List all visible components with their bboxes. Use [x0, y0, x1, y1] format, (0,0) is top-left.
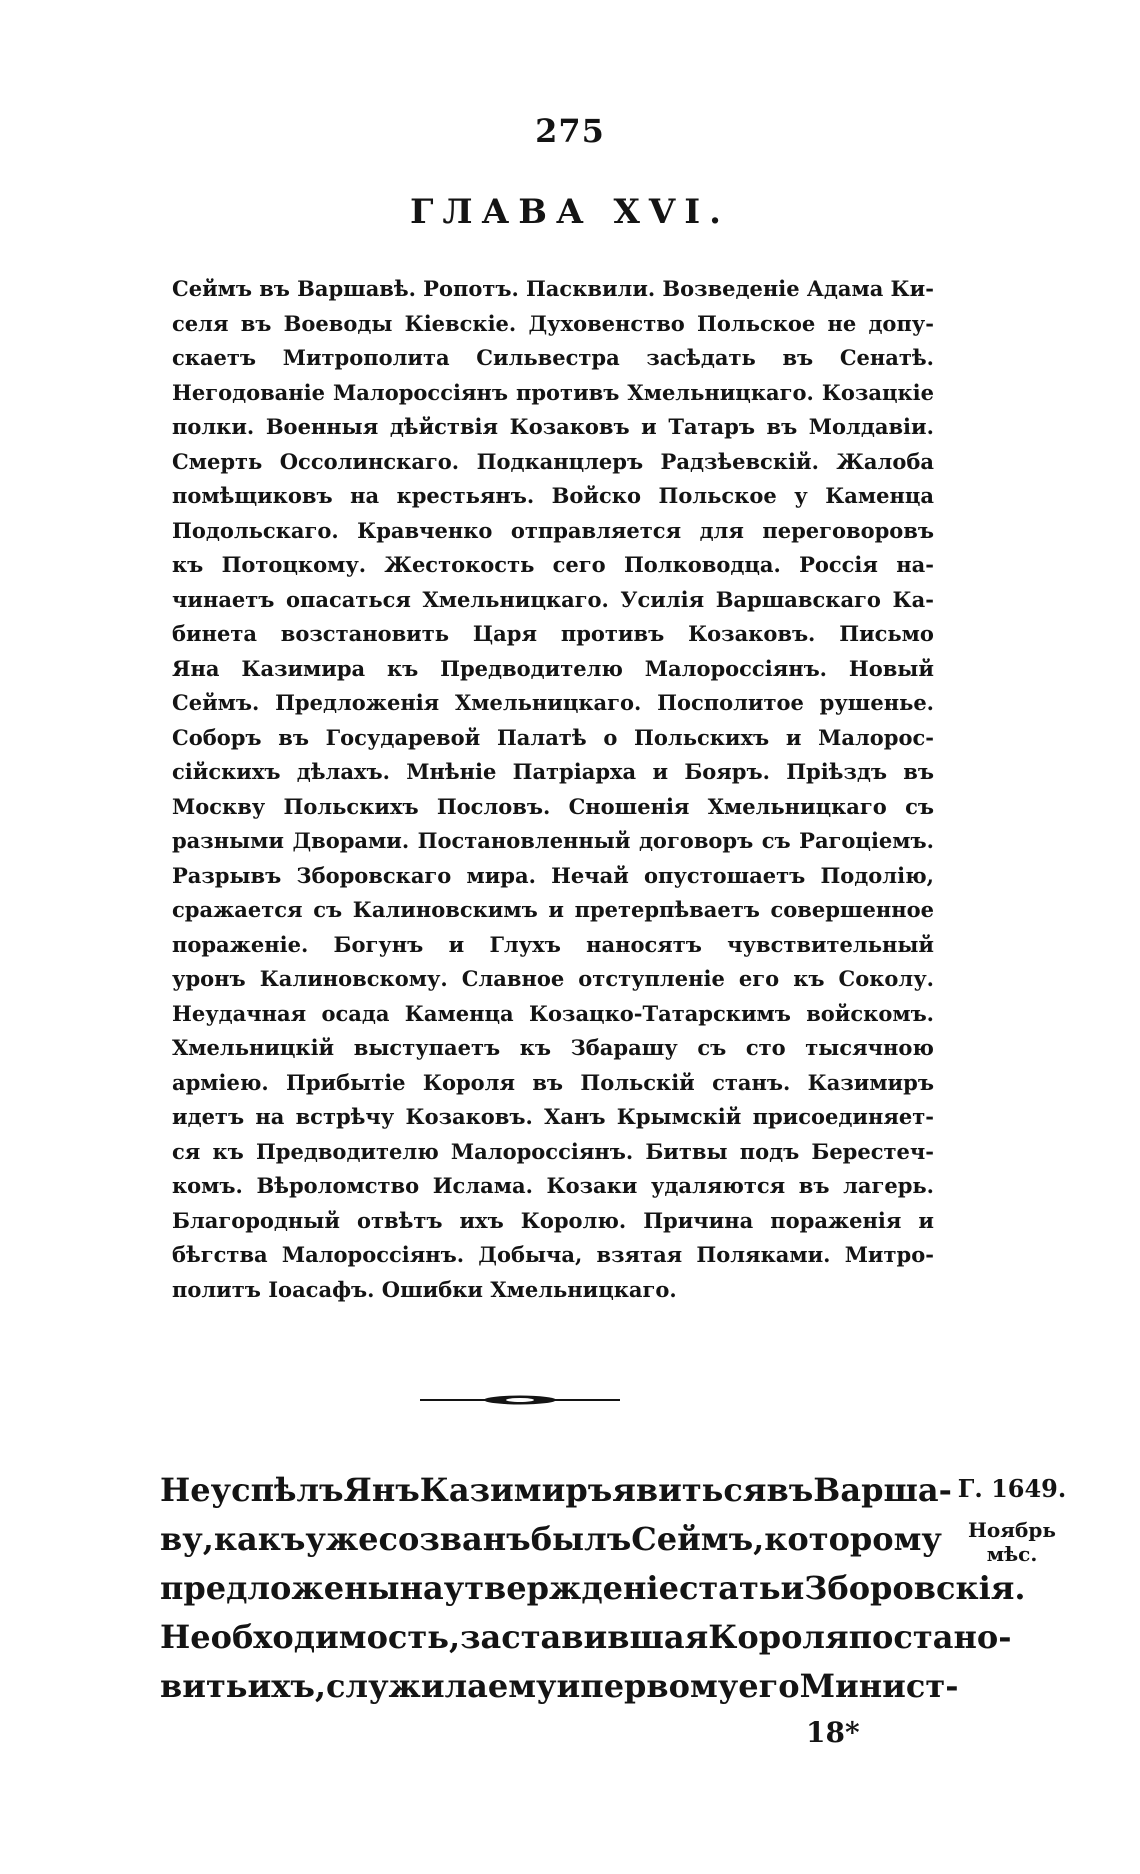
summary-line: сійскихъ дѣлахъ. Мнѣніе Патріарха и Бояръ. Пріѣздъ въ: [172, 759, 934, 784]
summary-line: идетъ на встрѣчу Козаковъ. Ханъ Крымскій присоединяет-: [172, 1104, 934, 1129]
chapter-summary: [172, 272, 934, 1307]
body-line: ву, какъ уже созванъ былъ Сеймъ, которому: [160, 1520, 942, 1558]
summary-line: бѣгства Малороссіянъ. Добыча, взятая Поляками. Митро-: [172, 1242, 934, 1267]
body-line: Не успѣлъ Янъ Казимиръ явиться въ Варша-: [160, 1471, 952, 1509]
summary-line: бинета возстановить Царя противъ Козаковъ. Письмо: [172, 621, 934, 646]
summary-line: разными Дворами. Постановленный договоръ съ Рагоціемъ.: [172, 828, 934, 853]
summary-line: Сеймъ въ Варшавѣ. Ропотъ. Пасквили. Возведеніе Адама Ки-: [172, 276, 934, 301]
summary-line: Подольскаго. Кравченко отправляется для переговоровъ: [172, 517, 934, 543]
body-line: Необходимость, заставившая Короля постано-: [160, 1618, 1012, 1656]
summary-line: политъ Іоасафъ. Ошибки Хмельницкаго.: [172, 1276, 677, 1302]
summary-line: къ Потоцкому. Жестокость сего Полководца. Россія на-: [172, 552, 934, 577]
summary-line: Москву Польскихъ Пословъ. Сношенія Хмельницкаго съ: [172, 793, 934, 819]
summary-line: Яна Казимира къ Предводителю Малороссіянъ. Новый: [172, 655, 934, 681]
body-line: вить ихъ, служила ему и первому его Минист-: [160, 1667, 959, 1705]
signature-mark: 18*: [806, 1716, 860, 1749]
summary-line: Неудачная осада Каменца Козацко-Татарскимъ войскомъ.: [172, 1000, 934, 1026]
summary-line: помѣщиковъ на крестьянъ. Войско Польское у Каменца: [172, 483, 934, 508]
summary-line: пораженіе. Богунъ и Глухъ наносятъ чувствительный: [172, 931, 934, 957]
page-number: 275: [535, 112, 605, 150]
marginal-year: Г. 1649.: [957, 1474, 1067, 1503]
marginal-note: [956, 1474, 1068, 1566]
summary-line: уронъ Калиновскому. Славное отступленіе его къ Соколу.: [172, 966, 934, 991]
summary-line: Сеймъ. Предложенія Хмельницкаго. Посполитое рушенье.: [172, 690, 934, 715]
chapter-title: ГЛАВА XVI.: [410, 192, 730, 232]
body-line: предложены на утвержденіе статьи Зборовскія.: [160, 1569, 1026, 1607]
summary-line: Негодованіе Малороссіянъ противъ Хмельницкаго. Козацкіе: [172, 379, 934, 405]
summary-line: полки. Военныя дѣйствія Козаковъ и Татаръ въ Молдавіи.: [172, 414, 934, 439]
summary-line: Смерть Оссолинскаго. Подканцлеръ Радзѣевскій. Жалоба: [172, 448, 934, 474]
summary-line: Благородный отвѣтъ ихъ Королю. Причина пораженія и: [172, 1207, 934, 1233]
marginal-month: Ноябрь мѣс.: [968, 1518, 1056, 1566]
summary-line: Хмельницкій выступаетъ къ Збарашу съ сто тысячною: [172, 1035, 934, 1060]
summary-line: скаетъ Митрополита Сильвестра засѣдать въ Сенатѣ.: [172, 345, 934, 370]
summary-line: комъ. Вѣроломство Ислама. Козаки удаляются въ лагерь.: [172, 1173, 934, 1198]
summary-line: Соборъ въ Государевой Палатѣ о Польскихъ и Малорос-: [172, 724, 934, 750]
summary-line: ся къ Предводителю Малороссіянъ. Битвы подъ Берестеч-: [172, 1138, 934, 1164]
summary-line: селя въ Воеводы Кіевскіе. Духовенство Польское не допу-: [172, 310, 934, 336]
ornamental-divider: [420, 1394, 620, 1406]
summary-line: арміею. Прибытіе Короля въ Польскій станъ. Казимиръ: [172, 1069, 934, 1095]
summary-line: сражается съ Калиновскимъ и претерпѣваетъ совершенное: [172, 897, 934, 922]
summary-line: Разрывъ Зборовскаго мира. Нечай опустошаетъ Подолію,: [172, 862, 934, 888]
summary-line: чинаетъ опасаться Хмельницкаго. Усилія Варшавскаго Ка-: [172, 586, 934, 612]
